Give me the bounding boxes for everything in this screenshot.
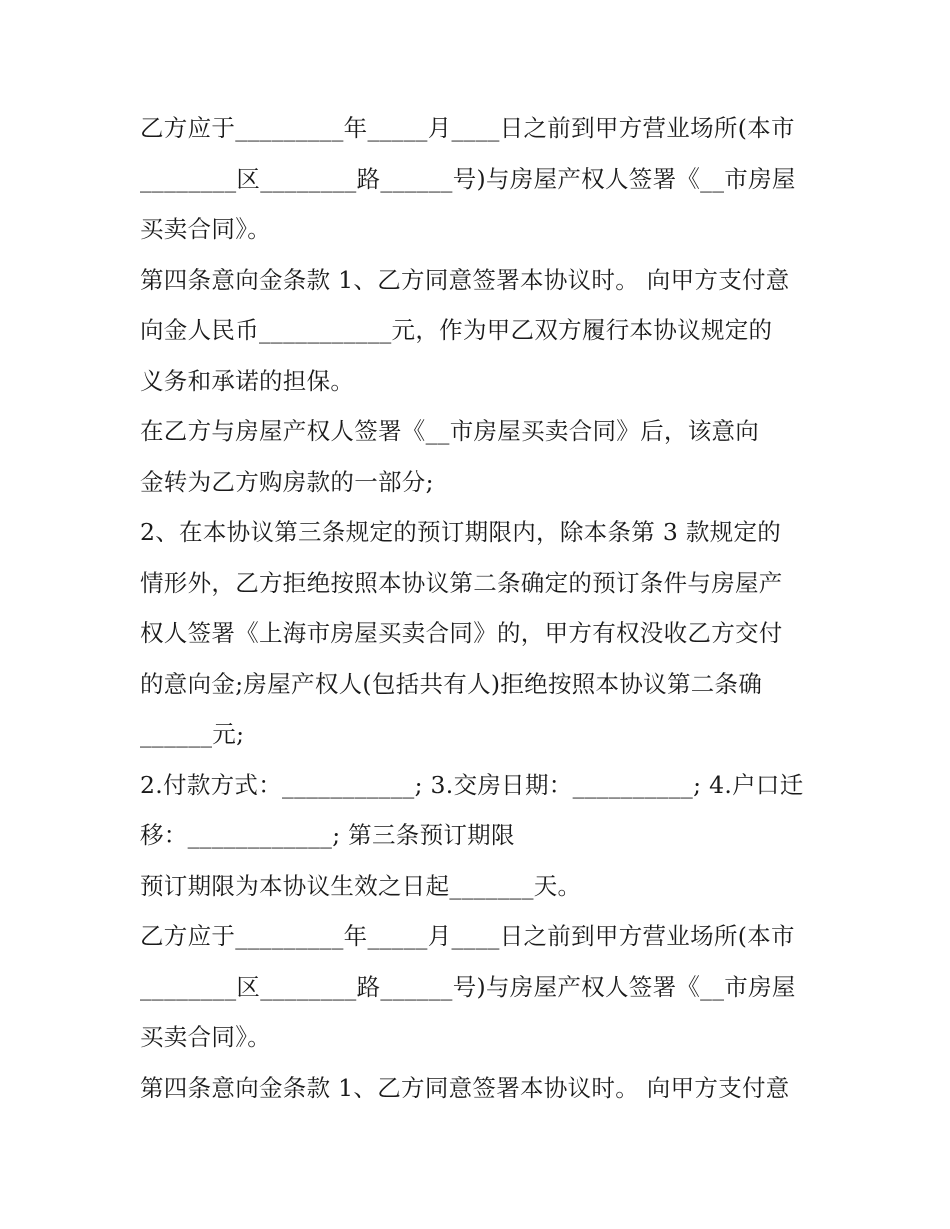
text-line: 移：____________; 第三条预订期限 (140, 821, 515, 849)
text-line: 乙方应于_________年_____月____日之前到甲方营业场所(本市 (140, 114, 795, 142)
text-line: 预订期限为本协议生效之日起_______天。 (140, 871, 582, 900)
text-line: 向金人民币___________元，作为甲乙双方履行本协议规定的 (140, 316, 773, 344)
text-line: 义务和承诺的担保。 (140, 366, 355, 395)
text-line: ________区________路______号)与房屋产权人签署《__市房屋 (140, 164, 796, 193)
text-line: 乙方应于_________年_____月____日之前到甲方营业场所(本市 (140, 922, 795, 950)
text-line: 在乙方与房屋产权人签署《__市房屋买卖合同》后，该意向 (140, 417, 760, 445)
text-line: ______元; (140, 720, 245, 748)
text-line: 2.付款方式：___________; 3.交房日期：__________; 4.户口迁 (140, 770, 804, 799)
text-line: 金转为乙方购房款的一部分; (140, 467, 434, 496)
document-body (140, 103, 820, 1113)
text-line: ________区________路______号)与房屋产权人签署《__市房屋 (140, 972, 796, 1001)
text-line: 的意向金;房屋产权人(包括共有人)拒绝按照本协议第二条确 (140, 669, 763, 698)
text-line: 权人签署《上海市房屋买卖合同》的，甲方有权没收乙方交付 (140, 619, 783, 647)
text-line: 买卖合同》。 (140, 215, 272, 243)
text-line: 2、在本协议第三条规定的预订期限内，除本条第 3 款规定的 (140, 518, 782, 546)
text-line: 买卖合同》。 (140, 1023, 272, 1051)
text-line: 情形外，乙方拒绝按照本协议第二条确定的预订条件与房屋产 (140, 568, 783, 597)
text-line: 第四条意向金条款 1、乙方同意签署本协议时。 向甲方支付意 (140, 265, 790, 294)
text-line: 第四条意向金条款 1、乙方同意签署本协议时。 向甲方支付意 (140, 1073, 790, 1102)
